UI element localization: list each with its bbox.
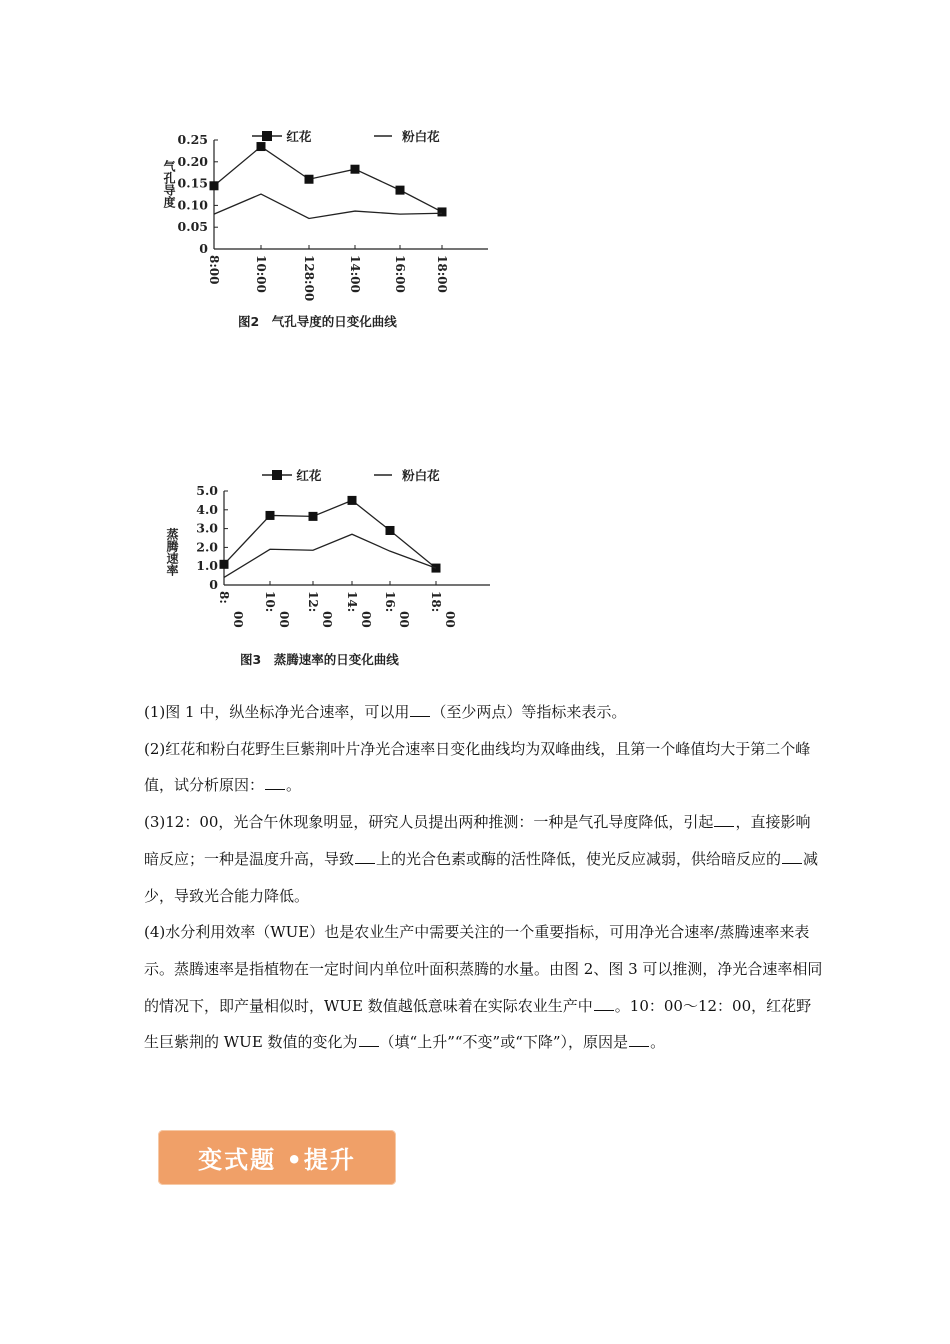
chart1-legend-series-2: 粉白花: [402, 129, 440, 144]
chart1-y-tick-label: 0.25: [177, 132, 208, 147]
chart1-x-tick-label: 16:00: [393, 255, 407, 293]
question-text: (2)红花和粉白花野生巨紫荆叶片净光合速率日变化曲线均为双峰曲线，且第一个峰值均大于第二个峰值，试分析原因：: [144, 739, 811, 795]
question-text: （填“上升”“不变”或“下降”），原因是: [379, 1033, 629, 1052]
chart2-series-1-point: [386, 526, 395, 535]
chart2-legend-series-2: 粉白花: [402, 468, 440, 483]
answer-blank: [782, 849, 802, 864]
chart2-x-tick-label: 10:00: [263, 591, 291, 628]
answer-blank: [265, 775, 285, 790]
chart2-y-tick-label: 1.0: [196, 558, 218, 574]
chart2-series-1-point: [309, 512, 318, 521]
chart1-x-tick-label: 128:00: [302, 255, 316, 302]
chart2-y-tick-label: 5.0: [196, 483, 218, 498]
chart1-legend-series-1: 红花: [286, 129, 312, 144]
chart2-x-tick-label: 18:00: [429, 591, 457, 628]
answer-blank: [359, 1032, 379, 1047]
chart2-series-1-point: [348, 496, 357, 505]
answer-blank: [594, 996, 614, 1011]
chart2-caption: 图3 蒸腾速率的日变化曲线: [240, 652, 399, 667]
chart1-x-tick-label: 14:00: [348, 255, 362, 293]
chart2-y-tick-label: 0: [209, 577, 218, 592]
question-text: (4)水分利用效率（WUE）也是农业生产中需要关注的一个重要指标，可用净光合速率/蒸腾速率来表示。蒸腾速率是指植物在一定时间内单位叶面积蒸腾的水量。由图 2、图 3 可以推测，净光合速率相同的情况下，即产量相似时，WUE 数值越低意味着在实际农业生产中: [144, 923, 823, 1015]
chart1-y-tick-label: 0.20: [177, 153, 208, 169]
question-text: 。: [650, 1033, 666, 1052]
variant-question-tag: 变式题 •提升: [158, 1130, 396, 1185]
chart2-y-tick-label: 2.0: [196, 539, 218, 555]
answer-blank: [410, 702, 430, 717]
answer-blank: [629, 1032, 649, 1047]
chart2-y-tick-label: 3.0: [196, 520, 218, 536]
chart1-y-tick-label: 0.05: [177, 219, 208, 235]
chart2-y-tick-label: 4.0: [196, 501, 218, 517]
question-text: (1)图 1 中，纵坐标净光合速率，可以用: [144, 703, 410, 721]
question-text: 上的光合色素或酶的活性降低，使光反应减弱，供给暗反应的: [376, 849, 782, 868]
question-4: [144, 914, 824, 1061]
chart1-y-tick-label: 0.15: [177, 175, 208, 191]
chart1-y-axis-label: 气孔导度: [162, 160, 176, 208]
answer-blank: [714, 812, 734, 827]
chart1-y-tick-label: 0: [199, 241, 208, 256]
chart2-x-tick-label: 16:00: [383, 591, 411, 628]
question-1: [144, 694, 824, 731]
chart2-x-tick-label: 8:00: [217, 591, 245, 628]
chart1-x-tick-label: 10:00: [254, 255, 268, 293]
chart2-x-tick-label: 14:00: [345, 591, 373, 628]
chart1-x-tick-label: 8:00: [207, 255, 221, 285]
question-text: 。10：00～12：00，红花野生巨紫荆的 WUE 数值的变化为: [144, 996, 812, 1052]
question-text: （至少两点）等指标来表示。: [431, 703, 627, 721]
chart2-series-line-2: [224, 534, 436, 577]
chart2-legend-series-1: 红花: [296, 468, 322, 483]
question-text: 减少，导致光合能力降低。: [144, 849, 819, 905]
chart1-x-tick-label: 18:00: [435, 255, 449, 293]
question-3: [144, 804, 824, 914]
chart2-x-tick-label: 12:00: [306, 591, 334, 628]
question-block: [144, 694, 824, 1061]
answer-blank: [355, 849, 375, 864]
chart1-caption: 图2 气孔导度的日变化曲线: [238, 314, 397, 329]
question-2: [144, 731, 824, 804]
question-text: ，直接影响暗反应；一种是温度升高，导致: [144, 813, 811, 868]
chart2-series-1-point: [220, 560, 229, 569]
question-text: (3)12：00，光合午休现象明显，研究人员提出两种推测：一种是气孔导度降低，引起: [144, 813, 714, 832]
chart2-y-axis-label: 蒸腾速率: [165, 528, 179, 576]
chart2-series-1-point: [266, 511, 275, 520]
chart1-y-tick-label: 0.10: [177, 197, 208, 213]
question-text: 。: [286, 776, 302, 795]
